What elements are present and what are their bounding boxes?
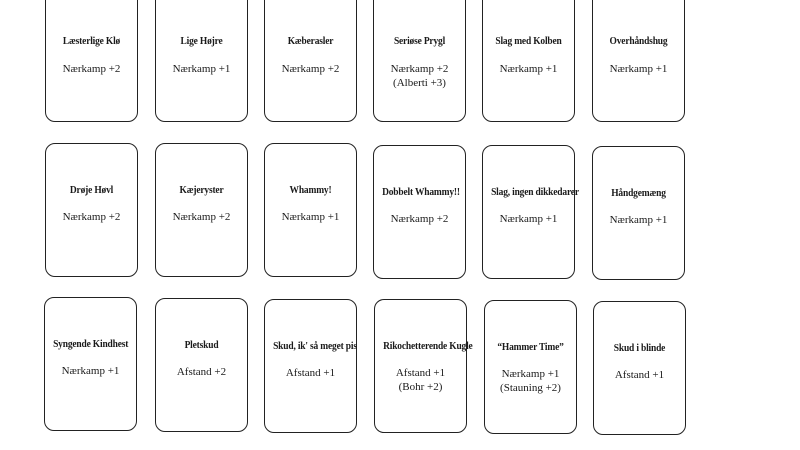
card-title: Drøje Høvl [69,184,114,196]
card-handgemaeng [592,146,685,280]
card-stat: Nærkamp +2 [390,63,449,75]
card-title: Whammy! [289,184,332,196]
card-laesterlige-klo [45,0,138,122]
card-lige-hojre [155,0,248,122]
card-stat: Nærkamp +2 [390,213,449,225]
card-title: Pletskud [184,339,219,351]
card-title: Kæberasler [287,35,334,47]
card-slag-med-kolben [482,0,575,122]
card-title: Syngende Kindhest [53,338,129,350]
card-title: “Hammer Time” [497,341,564,353]
card-dobbelt-whammy [373,145,466,279]
card-stat: Nærkamp +2 [62,211,121,223]
card-stat: Afstand +2 [176,366,227,378]
card-stat: Afstand +1 [285,367,336,379]
card-kaejeryster [155,143,248,277]
card-title: Kæjeryster [179,184,224,196]
card-hammer-time [484,300,577,434]
card-kaeberasler [264,0,357,122]
card-whammy [264,143,357,277]
card-slag-ingen-dikkedarer [482,145,579,279]
card-stat: Nærkamp +1 [172,63,231,75]
card-stat: Nærkamp +2 [62,63,121,75]
card-bonus: (Alberti +3) [393,77,446,89]
card-overhandshug [592,0,685,122]
card-stat: Nærkamp +1 [499,213,558,225]
card-skud-i-blinde [593,301,686,435]
card-stat: Afstand +1 [614,369,665,381]
card-title: Seriøse Prygl [393,35,446,47]
card-rikochetterende-kugle [374,299,473,433]
card-stat: Nærkamp +1 [501,368,560,380]
card-stat: Nærkamp +1 [499,63,558,75]
card-title: Skud i blinde [613,342,666,354]
card-stat: Nærkamp +2 [281,63,340,75]
card-title: Lige Højre [180,35,223,47]
card-stat: Afstand +1 [395,367,446,379]
card-seriose-prygl [373,0,466,122]
card-bonus: (Stauning +2) [500,382,561,394]
card-title: Rikochetterende Kugle [383,340,473,352]
card-stat: Nærkamp +1 [609,63,668,75]
card-stat: Nærkamp +2 [172,211,231,223]
card-skud-ik-sa-meget-pis [264,299,357,433]
card-stat: Nærkamp +1 [609,214,668,226]
card-pletskud [155,298,248,432]
card-title: Slag, ingen dikkedarer [491,186,579,198]
card-droje-hovl [45,143,138,277]
card-title: Overhåndshug [609,35,668,47]
card-title: Læsterlige Klø [62,35,121,47]
card-bonus: (Bohr +2) [398,381,443,393]
card-stat: Nærkamp +1 [61,365,120,377]
card-title: Dobbelt Whammy!! [382,186,460,198]
card-title: Skud, ik' så meget pis [273,340,357,352]
card-syngende-kindhest [44,297,137,431]
card-stat: Nærkamp +1 [281,211,340,223]
card-title: Slag med Kolben [495,35,562,47]
card-title: Håndgemæng [611,187,666,199]
